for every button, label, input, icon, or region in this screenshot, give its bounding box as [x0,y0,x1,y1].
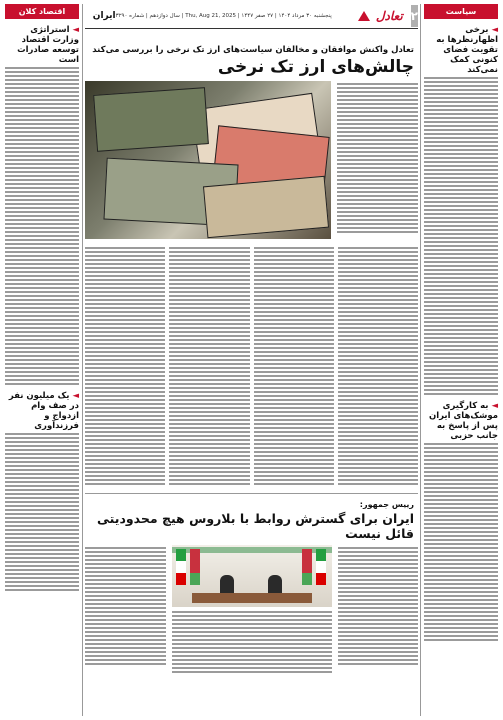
second-story-text-left [85,545,166,675]
main-kicker: تعادل واکنش موافقان و مخالفان سیاست‌های ارز تک نرخی را بررسی می‌کند [92,45,414,55]
page-number: ۲ [411,5,418,27]
main-column [85,4,418,716]
section-label-macroeconomy: اقتصاد کلان [5,4,79,19]
bullet-arrow-icon: ◄ [72,25,79,35]
left-story-body [5,67,79,385]
left-story-headline [5,25,79,65]
left-story2-body [5,433,79,591]
page-section-label: ایران [92,11,116,21]
right-story-body [424,77,498,395]
date-line: پنجشنبه ۳۰ مرداد ۱۴۰۴ | ۲۷ صفر ۱۴۴۷ | Thu, Aug 21, 2025 | سال دوازدهم | شماره ۳۲۹۰ [115,13,332,19]
left-story2-headline [5,391,79,431]
section-label-politics: سیاست [424,4,498,19]
left-story2-title: یک میلیون نفر در صف وام ازدواج و فرزندآوری [8,391,79,431]
main-intro-text [337,81,418,239]
right-story1-title: برخی اظهارنظرها به تقویت فضای کنونی کمک نمی‌کند [436,25,498,75]
section-name: تعادل [375,9,403,23]
second-story-text-right [338,545,419,675]
left-story1-title: استراتژی وزارت اقتصاد توسعه صادرات است [17,25,79,65]
second-story-kicker: رییس جمهور: [359,500,414,509]
bullet-arrow-icon: ◄ [491,25,498,35]
right-story-headline [424,25,498,75]
currency-photo [85,81,331,239]
masthead [85,4,418,29]
right-story2-title: به کارگیری موشک‌های ایران پس از پاسخ به جانب حزبی [428,401,498,441]
bullet-arrow-icon: ◄ [491,401,498,411]
second-story-headline: ایران برای گسترش روابط با بلاروس هیچ محدودیتی قائل نیست [97,511,414,541]
right-story2-body [424,443,498,641]
logo-icon [358,11,370,21]
main-body-columns [85,245,418,487]
right-story2-headline [424,401,498,441]
right-column [420,4,501,716]
second-story-text-below [172,611,332,673]
bullet-arrow-icon: ◄ [72,391,79,401]
left-column [2,4,83,716]
main-headline: چالش‌های ارز تک نرخی [217,57,414,77]
meeting-photo [172,545,332,607]
